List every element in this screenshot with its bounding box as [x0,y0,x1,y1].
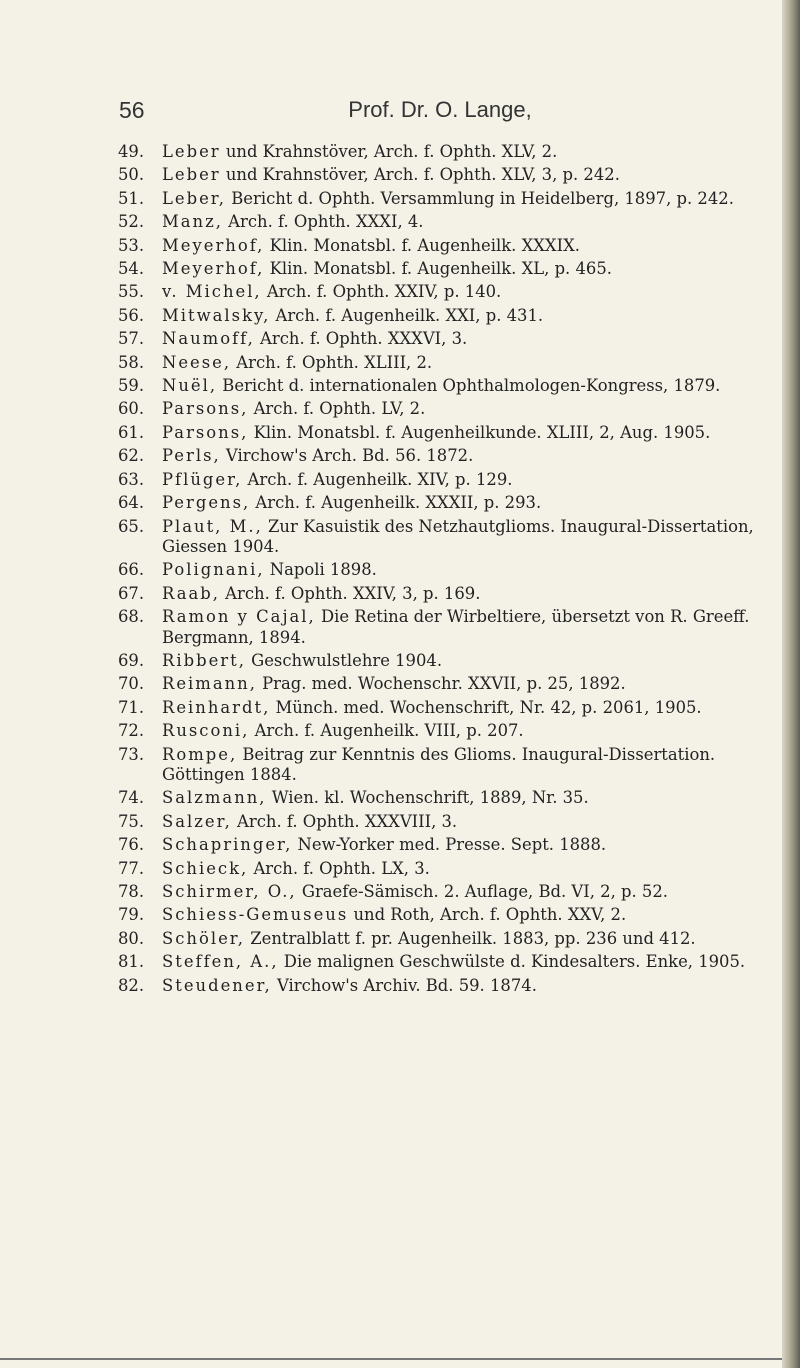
reference-author: Pflüger, [162,469,243,489]
reference-number: 77. [118,858,145,878]
reference-text: Arch. f. Ophth. XXXVI, 3. [254,329,468,349]
reference-text: Bericht d. internationalen Ophthalmologen-Kongress, 1879. [217,376,721,396]
reference-number: 68. [118,607,145,627]
reference-number: 60. [118,399,145,419]
reference-entry [118,259,766,279]
page-header [110,97,770,137]
reference-entry [118,859,766,879]
reference-text: Arch. f. Ophth. LV, 2. [248,399,426,419]
reference-text: Arch. f. Ophth. XXXVIII, 3. [231,811,458,831]
reference-entry [118,165,766,185]
reference-number: 79. [118,905,145,925]
reference-author: Schöler, [162,928,246,948]
reference-number: 53. [118,235,145,255]
reference-author: Naumoff, [162,329,255,349]
reference-author: Meyerhof, [162,235,265,255]
reference-entry [118,493,766,513]
reference-entry [118,142,766,162]
reference-text: Zur Kasuistik des Netzhautglioms. Inaugural-Dissertation, Giessen 1904. [162,516,754,556]
reference-author: Reinhardt, [162,697,271,717]
reference-text: Geschwulstlehre 1904. [245,650,443,670]
reference-entry [118,446,766,466]
reference-author: Leber [162,142,221,161]
reference-author: Mitwalsky, [162,305,271,325]
reference-entry [118,698,766,718]
reference-number: 74. [118,788,145,808]
reference-number: 50. [118,165,145,185]
reference-text: Arch. f. Ophth. LX, 3. [248,858,430,878]
page-edge-shadow [782,0,800,1368]
reference-entry [118,929,766,949]
reference-author: Neese, [162,352,232,372]
reference-number: 49. [118,142,145,161]
reference-author: Meyerhof, [162,259,265,279]
reference-text: Arch. f. Augenheilk. XXI, p. 431. [270,305,544,325]
reference-text: Arch. f. Augenheilk. VIII, p. 207. [249,721,524,741]
reference-entry [118,376,766,396]
reference-text: Prag. med. Wochenschr. XXVII, p. 25, 1892. [256,674,626,694]
reference-entry [118,976,766,996]
page-number: 56 [119,97,145,123]
reference-entry [118,952,766,972]
reference-text: und Krahnstöver, Arch. f. Ophth. XLV, 3, p. 242. [220,165,620,185]
reference-number: 56. [118,305,145,325]
reference-number: 67. [118,583,145,603]
reference-entry [118,745,766,786]
reference-number: 81. [118,952,145,972]
reference-entry [118,282,766,302]
reference-text: New-Yorker med. Presse. Sept. 1888. [292,835,607,855]
reference-text: Arch. f. Ophth. XXIV, p. 140. [261,282,502,302]
reference-author: Parsons, [162,399,249,419]
reference-number: 69. [118,650,145,670]
reference-entry [118,905,766,925]
reference-text: Zentralblatt f. pr. Augenheilk. 1883, pp. 236 und 412. [245,928,696,948]
reference-number: 71. [118,697,145,717]
reference-entry [118,423,766,443]
reference-text: Arch. f. Ophth. XXIV, 3, p. 169. [219,583,481,603]
reference-entry [118,189,766,209]
reference-number: 65. [118,516,145,536]
reference-entry [118,788,766,808]
reference-entry [118,584,766,604]
reference-text: Virchow's Arch. Bd. 56. 1872. [220,446,474,466]
reference-number: 73. [118,744,145,764]
reference-author: Parsons, [162,422,249,442]
reference-number: 82. [118,975,145,995]
reference-number: 78. [118,882,145,901]
reference-number: 72. [118,721,145,741]
reference-entry [118,560,766,580]
reference-text: Virchow's Archiv. Bd. 59. 1874. [271,975,537,995]
reference-entry [118,721,766,741]
reference-number: 55. [118,282,145,302]
reference-author: Reimann, [162,674,257,694]
reference-author: Polignani, [162,560,265,580]
reference-number: 61. [118,422,145,442]
reference-number: 75. [118,811,145,831]
reference-author: Ramon y Cajal, [162,607,316,627]
reference-entry [118,607,766,648]
reference-text: Klin. Monatsbl. f. Augenheilk. XXXIX. [264,235,580,255]
reference-entry [118,882,766,902]
reference-author: Raab, [162,583,220,603]
reference-text: Arch. f. Ophth. XXXI, 4. [222,212,424,232]
reference-author: Pergens, [162,493,251,513]
reference-author: Steffen, A., [162,952,279,972]
reference-author: Salzmann, [162,788,267,808]
reference-entry [118,674,766,694]
reference-number: 62. [118,446,145,466]
reference-entry [118,651,766,671]
reference-author: Schapringer, [162,835,293,855]
reference-entry [118,517,766,558]
reference-text: Die Retina der Wirbeltiere, übersetzt von R. Greeff. Bergmann, 1894. [162,607,750,647]
reference-text: Beitrag zur Kenntnis des Glioms. Inaugural-Dissertation. Göttingen 1884. [162,744,716,784]
reference-author: Schirmer, O., [162,882,297,901]
reference-text: Münch. med. Wochenschrift, Nr. 42, p. 2061, 1905. [270,697,702,717]
reference-text: Arch. f. Augenheilk. XXXII, p. 293. [250,493,542,513]
reference-number: 76. [118,835,145,855]
reference-text: Klin. Monatsbl. f. Augenheilk. XL, p. 465. [264,259,612,279]
reference-number: 80. [118,928,145,948]
reference-author: Salzer, [162,811,232,831]
reference-entry [118,353,766,373]
reference-number: 57. [118,329,145,349]
reference-number: 64. [118,493,145,513]
reference-number: 54. [118,259,145,279]
reference-author: Schiess-Gemuseus [162,905,349,925]
reference-text: Klin. Monatsbl. f. Augenheilkunde. XLIII, 2, Aug. 1905. [248,422,711,442]
reference-entry [118,306,766,326]
reference-text: Bericht d. Ophth. Versammlung in Heidelberg, 1897, p. 242. [226,188,734,208]
reference-number: 58. [118,352,145,372]
reference-text: und Roth, Arch. f. Ophth. XXV, 2. [348,905,627,925]
reference-text: Napoli 1898. [264,560,377,580]
reference-author: Rusconi, [162,721,250,741]
reference-author: Plaut, M., [162,516,263,536]
reference-number: 70. [118,674,145,694]
reference-entry [118,329,766,349]
reference-number: 63. [118,469,145,489]
bottom-rule [0,1358,782,1360]
reference-entry [118,236,766,256]
reference-author: Schieck, [162,858,249,878]
reference-entry [118,835,766,855]
reference-author: Steudener, [162,975,272,995]
reference-list [118,142,766,999]
reference-author: Perls, [162,446,221,466]
reference-entry [118,812,766,832]
reference-entry [118,212,766,232]
reference-entry [118,470,766,490]
reference-number: 51. [118,188,145,208]
reference-text: Arch. f. Augenheilk. XIV, p. 129. [242,469,513,489]
reference-author: Ribbert, [162,650,246,670]
reference-entry [118,399,766,419]
reference-text: Arch. f. Ophth. XLIII, 2. [231,352,433,372]
reference-text: Wien. kl. Wochenschrift, 1889, Nr. 35. [266,788,589,808]
reference-number: 59. [118,376,145,396]
running-title: Prof. Dr. O. Lange, [348,97,532,122]
reference-author: Leber [162,165,221,185]
reference-number: 66. [118,560,145,580]
reference-text: Die malignen Geschwülste d. Kindesalters. Enke, 1905. [278,952,746,972]
reference-author: Rompe, [162,744,238,764]
reference-number: 52. [118,212,145,232]
reference-text: und Krahnstöver, Arch. f. Ophth. XLV, 2. [220,142,558,161]
reference-author: Leber, [162,188,227,208]
reference-text: Graefe-Sämisch. 2. Auflage, Bd. VI, 2, p. 52. [296,882,668,901]
reference-author: Manz, [162,212,223,232]
reference-author: v. Michel, [162,282,262,302]
reference-author: Nuël, [162,376,218,396]
